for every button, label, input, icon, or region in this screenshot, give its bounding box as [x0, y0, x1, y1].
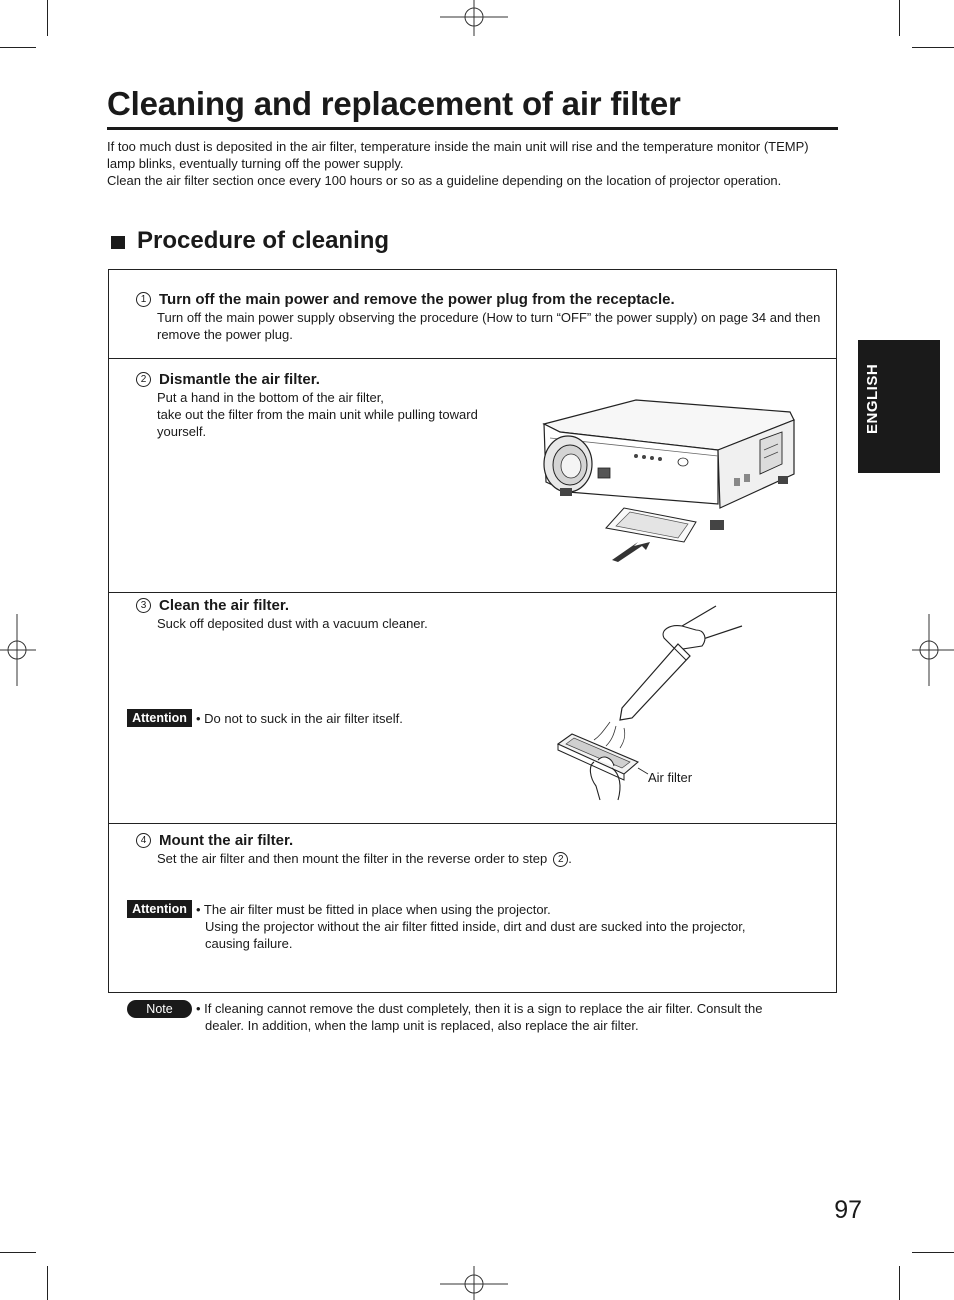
- projector-illustration: [538, 392, 800, 564]
- step-number: 3: [136, 598, 151, 613]
- crop-mark: [899, 0, 900, 36]
- step-4-title: [136, 831, 293, 850]
- step-2-title: [136, 370, 320, 389]
- attention-line: Using the projector without the air filter fitted inside, dirt and dust are sucked into the projector,: [205, 919, 746, 934]
- step-4-body: [157, 850, 827, 867]
- step-title-text: Dismantle the air filter.: [159, 371, 320, 388]
- language-tab: [858, 340, 940, 473]
- page-title: Cleaning and replacement of air filter: [107, 85, 681, 122]
- figure-caption: Air filter: [648, 770, 693, 785]
- attention-text: • Do not to suck in the air filter itself.: [196, 711, 403, 726]
- attention-line: causing failure.: [205, 936, 293, 951]
- attention-line: • The air filter must be fitted in place when using the projector.: [196, 902, 551, 917]
- note-text: [196, 1000, 836, 1034]
- note-label: Note: [127, 1000, 192, 1018]
- step-body-text: Set the air filter and then mount the filter in the reverse order to step: [157, 851, 548, 866]
- step-reference-number: 2: [553, 852, 568, 867]
- crop-mark: [912, 1252, 954, 1253]
- step-3-body: Suck off deposited dust with a vacuum cleaner.: [157, 616, 428, 631]
- step-1-body: Turn off the main power supply observing the procedure (How to turn “OFF” the power supply) on page 34 and then remove the power plug.: [157, 310, 821, 342]
- step-title-text: Clean the air filter.: [159, 597, 290, 614]
- square-bullet-icon: [111, 236, 125, 249]
- registration-mark-icon: [440, 1266, 510, 1300]
- section-heading: [111, 226, 389, 256]
- step-body-line: Put a hand in the bottom of the air filter,: [157, 390, 384, 405]
- step-body-end: .: [568, 851, 572, 866]
- crop-mark: [0, 1252, 36, 1253]
- registration-mark-icon: [0, 614, 36, 686]
- page-number: 97: [834, 1196, 862, 1224]
- step-number: 2: [136, 372, 151, 387]
- step-divider: [108, 358, 837, 359]
- crop-mark: [899, 1266, 900, 1300]
- step-divider: [108, 592, 837, 593]
- step-divider: [108, 823, 837, 824]
- language-tab-label: ENGLISH: [864, 363, 881, 434]
- step-title-text: Turn off the main power and remove the power plug from the receptacle.: [159, 291, 675, 308]
- attention-text: [196, 901, 826, 952]
- step-number: 1: [136, 292, 151, 307]
- registration-mark-icon: [440, 0, 510, 36]
- section-heading-text: Procedure of cleaning: [137, 227, 390, 254]
- intro-text: [107, 138, 835, 189]
- note-line: • If cleaning cannot remove the dust completely, then it is a sign to replace the air filter. Consult the: [196, 1001, 763, 1016]
- step-body-line: yourself.: [157, 424, 207, 439]
- step-1-title: [136, 290, 675, 309]
- step-title-text: Mount the air filter.: [159, 832, 294, 849]
- crop-mark: [47, 0, 48, 36]
- attention-label: Attention: [127, 709, 192, 727]
- attention-label: Attention: [127, 900, 192, 918]
- step-3-title: [136, 596, 289, 615]
- step-number: 4: [136, 833, 151, 848]
- crop-mark: [47, 1266, 48, 1300]
- crop-mark: [912, 47, 954, 48]
- intro-paragraph: If too much dust is deposited in the air filter, temperature inside the main unit will rise and the temperature monitor (TEMP) lamp blinks, eventually turning off the power supply.: [107, 139, 809, 171]
- step-2-body: [157, 389, 527, 440]
- intro-paragraph: Clean the air filter section once every 100 hours or so as a guideline depending on the location of projector operation.: [107, 173, 782, 188]
- registration-mark-icon: [912, 614, 954, 686]
- note-line: dealer. In addition, when the lamp unit is replaced, also replace the air filter.: [205, 1018, 639, 1033]
- crop-mark: [0, 47, 36, 48]
- title-rule: [107, 127, 838, 130]
- step-body-line: take out the filter from the main unit while pulling toward: [157, 407, 478, 422]
